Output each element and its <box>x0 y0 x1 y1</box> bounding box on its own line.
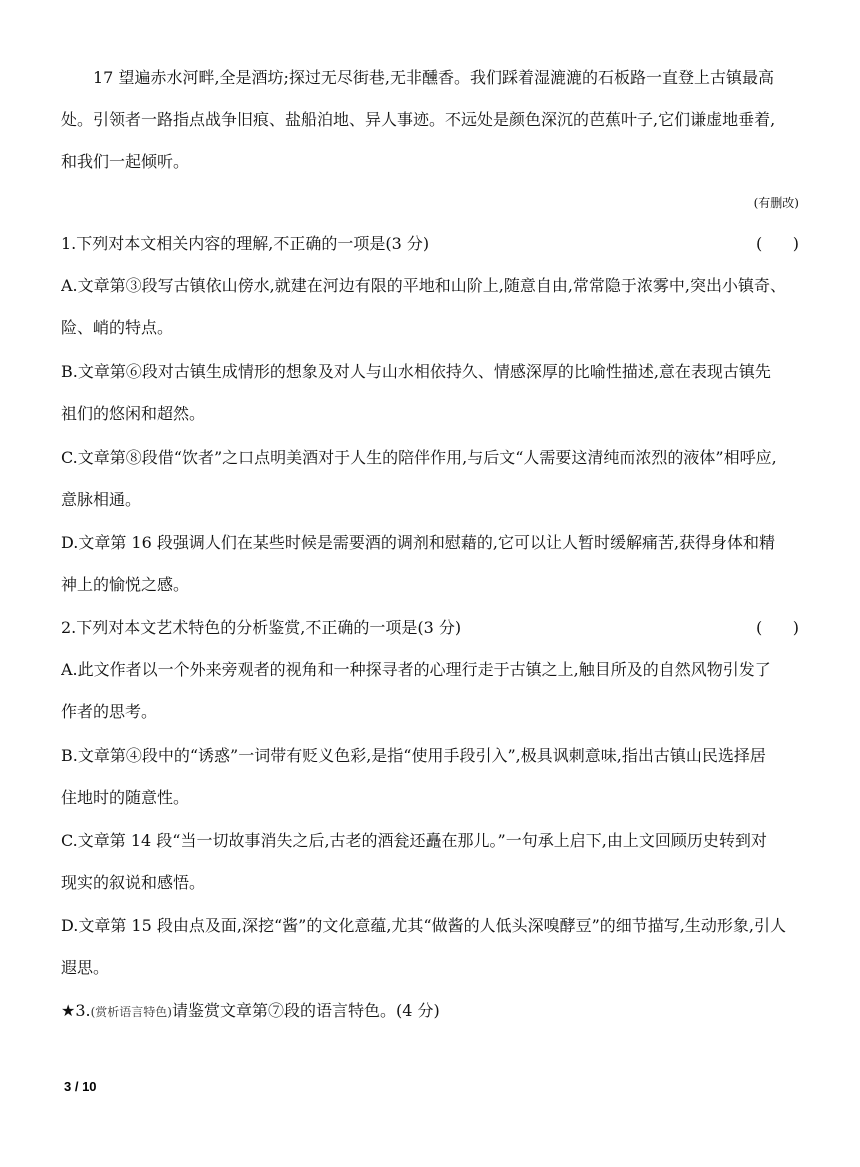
star-icon: ★3. <box>61 1001 91 1020</box>
option-b: B.文章第⑥段对古镇生成情形的想象及对人与山水相依持久、情感深厚的比喻性描述,意在表现古镇先 <box>61 362 771 381</box>
answer-blank: ( ) <box>756 234 799 253</box>
question-2-stem: 2.下列对本文艺术特色的分析鉴赏,不正确的一项是(3 分) <box>61 618 462 637</box>
option-d: D.文章第 16 段强调人们在某些时候是需要酒的调剂和慰藉的,它可以让人暂时缓解痛苦,获得身体和精 <box>61 533 776 552</box>
option-a: A.文章第③段写古镇依山傍水,就建在河边有限的平地和山阶上,随意自由,常常隐于浓雾中,突出小镇奇、 <box>61 276 786 295</box>
question-1-stem: 1.下列对本文相关内容的理解,不正确的一项是(3 分) <box>61 234 430 253</box>
passage-line: 和我们一起倾听。 <box>61 152 190 171</box>
option-d-cont: 神上的愉悦之感。 <box>61 575 190 594</box>
option-b-cont: 祖们的悠闲和超然。 <box>61 404 206 423</box>
page-number: 3 / 10 <box>64 1079 97 1094</box>
option-b: B.文章第④段中的“诱惑”一词带有贬义色彩,是指“使用手段引入”,极具讽刺意味,指出古镇山民选择居 <box>61 746 766 765</box>
option-d-cont: 遐思。 <box>61 958 110 977</box>
option-a: A.此文作者以一个外来旁观者的视角和一种探寻者的心理行走于古镇之上,触目所及的自然风物引发了 <box>61 660 771 679</box>
option-c-cont: 现实的叙说和感悟。 <box>61 873 206 892</box>
option-d: D.文章第 15 段由点及面,深挖“酱”的文化意蕴,尤其“做酱的人低头深嗅酵豆”的细节描写,生动形象,引人 <box>61 916 786 935</box>
question-3-text: 请鉴赏文章第⑦段的语言特色。(4 分) <box>171 1001 440 1020</box>
option-c-cont: 意脉相通。 <box>61 490 142 509</box>
option-c: C.文章第 14 段“当一切故事消失之后,古老的酒瓮还矗在那儿。”一句承上启下,由上文回顾历史转到对 <box>61 831 767 850</box>
answer-blank: ( ) <box>756 618 799 637</box>
passage-line: 17 望遍赤水河畔,全是酒坊;探过无尽街巷,无非醺香。我们踩着湿漉漉的石板路一直登上古镇最高 <box>93 68 775 87</box>
option-c: C.文章第⑧段借“饮者”之口点明美酒对于人生的陪伴作用,与后文“人需要这清纯而浓烈的液体”相呼应, <box>61 448 777 467</box>
option-a-cont: 险、峭的特点。 <box>61 318 174 337</box>
question-3 <box>61 1000 799 1023</box>
option-b-cont: 住地时的随意性。 <box>61 788 190 807</box>
question-type-tag: (赏析语言特色) <box>90 1005 172 1019</box>
passage-line: 处。引领者一路指点战争旧痕、盐船泊地、异人事迹。不远处是颜色深沉的芭蕉叶子,它们谦虚地垂着, <box>61 110 776 129</box>
option-a-cont: 作者的思考。 <box>61 702 158 721</box>
source-note: (有删改) <box>753 196 799 210</box>
